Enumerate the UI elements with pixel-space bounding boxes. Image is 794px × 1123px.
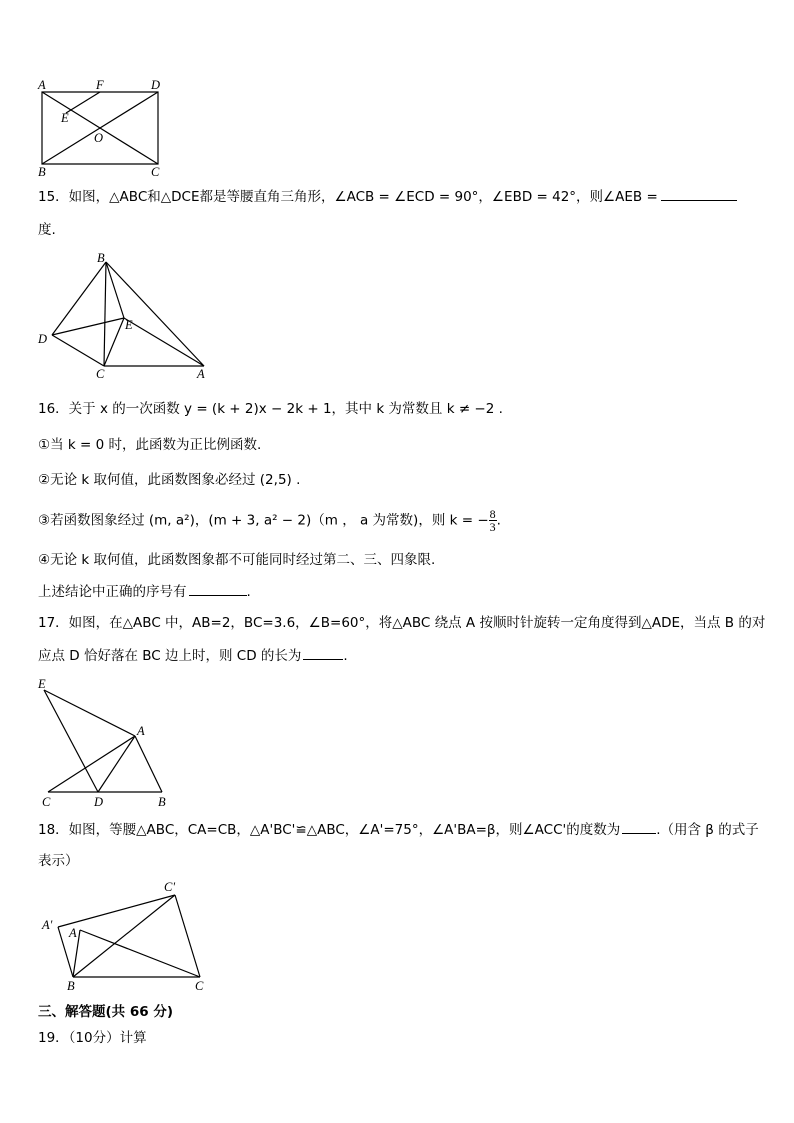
label-f: F bbox=[96, 78, 104, 92]
question-15-line2: 度. bbox=[38, 222, 56, 238]
question-18-line2: 表示） bbox=[38, 853, 79, 869]
label-e: E bbox=[61, 111, 69, 125]
question-16-option-1: ①当 k = 0 时，此函数为正比例函数. bbox=[38, 437, 262, 453]
label-c: C bbox=[151, 165, 160, 179]
label-a: A bbox=[197, 367, 205, 381]
seg-bc1 bbox=[73, 895, 175, 977]
question-17-line1: 17．如图，在△ABC 中，AB=2，BC=3.6，∠B=60°，将△ABC 绕点 A 按顺时针旋转一定角度得到△ADE，当点 B 的对 bbox=[38, 615, 766, 631]
seg-ac bbox=[80, 930, 200, 977]
label-b: B bbox=[38, 165, 46, 179]
label-b: B bbox=[97, 251, 105, 265]
seg-c1c bbox=[175, 895, 200, 977]
label-e: E bbox=[38, 677, 46, 691]
label-o: O bbox=[94, 131, 104, 145]
label-c: C bbox=[195, 979, 204, 993]
label-a: A bbox=[38, 78, 46, 92]
question-16-option-3: ③若函数图象经过 (m, a²)，(m + 3, a² − 2)（m ， a 为常数)，则 k = − $\frac{8}{3}$ . bbox=[38, 507, 501, 534]
label-b: B bbox=[158, 795, 166, 809]
question-16-option-4: ④无论 k 取何值，此函数图象都不可能同时经过第二、三、四象限. bbox=[38, 552, 436, 568]
question-16-stem: 16．关于 x 的一次函数 y = (k + 2)x − 2k + 1，其中 k 为常数且 k ≠ −2 . bbox=[38, 401, 503, 417]
question-16-option-2: ②无论 k 取何值，此函数图象必经过 (2,5) . bbox=[38, 472, 301, 488]
question-19-stem: 19．（10分）计算 bbox=[38, 1030, 147, 1046]
label-a: A bbox=[69, 926, 77, 940]
label-a-prime: A' bbox=[42, 918, 53, 932]
label-a: A bbox=[137, 724, 145, 738]
seg-a1c1 bbox=[58, 895, 175, 927]
question-18-line1: 18．如图，等腰△ABC，CA=CB，△A'BC'≌△ABC，∠A'=75°，∠A'BA=β，则∠ACC'的度数为 .（用含 β 的式子 bbox=[38, 822, 759, 838]
label-d: D bbox=[94, 795, 104, 809]
question-17-line2: 应点 D 恰好落在 BC 边上时，则 CD 的长为 . bbox=[38, 648, 348, 664]
label-c: C bbox=[42, 795, 51, 809]
option-3-text: ③若函数图象经过 (m, a²)，(m + 3, a² − 2)（m ， a 为常数)，则 k = − bbox=[38, 512, 489, 529]
label-d: D bbox=[38, 332, 48, 346]
label-e: E bbox=[125, 318, 133, 332]
label-b: B bbox=[67, 979, 75, 993]
question-15-text: 15．如图，△ABC和△DCE都是等腰直角三角形，∠ACB = ∠ECD = 90°，∠EBD = 42°，则∠AEB = bbox=[38, 189, 658, 205]
label-c: C bbox=[96, 367, 105, 381]
label-c-prime: C' bbox=[164, 880, 176, 894]
fraction-8-3: $\frac{8}{3}$ bbox=[489, 507, 496, 534]
section-3-heading: 三、解答题(共 66 分) bbox=[38, 1004, 174, 1020]
question-16-ask: 上述结论中正确的序号有 . bbox=[38, 584, 251, 600]
label-d: D bbox=[151, 78, 161, 92]
